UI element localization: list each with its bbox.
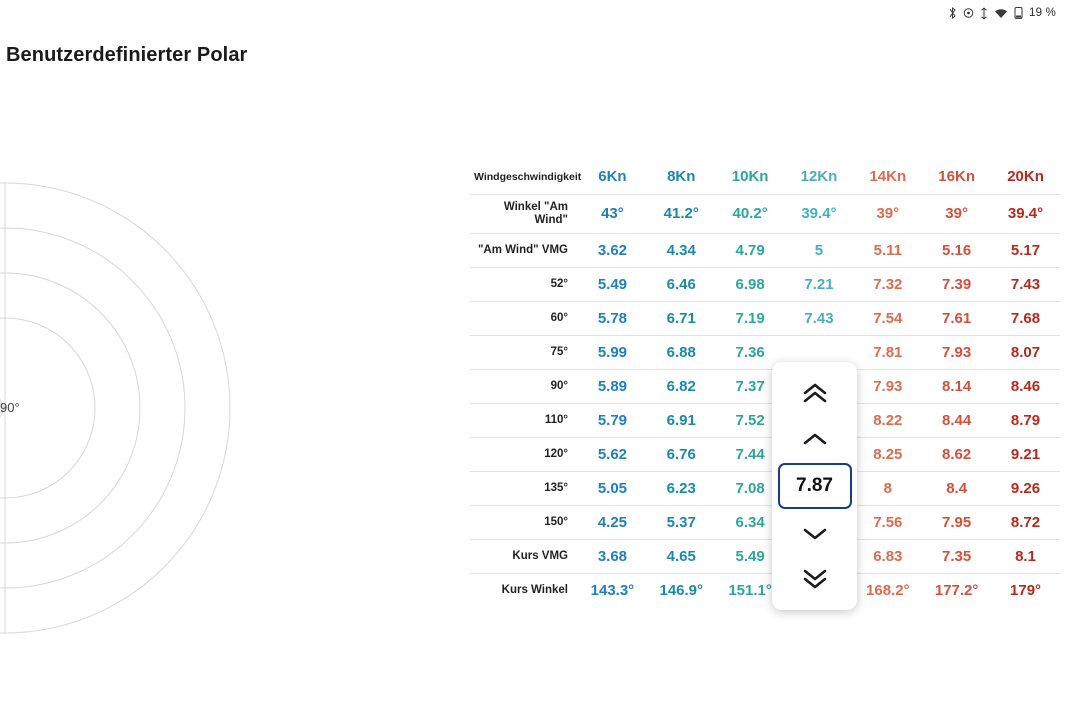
table-cell[interactable]: 7.68 xyxy=(991,301,1060,335)
chevron-up-icon[interactable] xyxy=(772,418,857,460)
table-cell[interactable]: 7.08 xyxy=(716,471,785,505)
table-cell[interactable]: 6.91 xyxy=(647,403,716,437)
polar-table-container xyxy=(470,160,1060,607)
table-cell[interactable]: 5.16 xyxy=(922,233,991,267)
table-row xyxy=(470,233,1060,267)
table-cell[interactable]: 40.2° xyxy=(716,194,785,233)
table-cell[interactable]: 7.44 xyxy=(716,437,785,471)
row-label: 150° xyxy=(470,505,578,539)
table-cell[interactable]: 43° xyxy=(578,194,647,233)
table-cell[interactable]: 5.17 xyxy=(991,233,1060,267)
table-cell[interactable]: 168.2° xyxy=(866,582,910,600)
chevron-down-icon[interactable] xyxy=(772,513,857,555)
table-cell[interactable]: 7.56 xyxy=(853,505,922,539)
table-cell[interactable]: 8.07 xyxy=(991,335,1060,369)
wifi-icon xyxy=(994,7,1008,20)
row-label: 135° xyxy=(470,471,578,505)
row-label: "Am Wind" VMG xyxy=(470,233,578,267)
table-cell[interactable]: 5.79 xyxy=(578,403,647,437)
table-cell[interactable]: 39° xyxy=(853,194,922,233)
column-header-10kn: 10Kn xyxy=(716,160,785,194)
table-corner-label: Windgeschwindigkeit xyxy=(470,160,578,194)
table-cell[interactable]: 7.52 xyxy=(716,403,785,437)
table-row xyxy=(470,437,1060,471)
column-header-6kn: 6Kn xyxy=(578,160,647,194)
table-row xyxy=(470,369,1060,403)
polar-angle-label-90: 90° xyxy=(0,400,20,415)
table-cell[interactable]: 8.25 xyxy=(853,437,922,471)
table-cell[interactable]: 5.62 xyxy=(578,437,647,471)
table-cell[interactable]: 6.71 xyxy=(647,301,716,335)
table-cell[interactable]: 5.49 xyxy=(716,539,785,573)
table-cell[interactable]: 8.1 xyxy=(991,539,1060,573)
table-row xyxy=(470,471,1060,505)
table-cell[interactable]: 3.62 xyxy=(578,233,647,267)
table-row xyxy=(470,505,1060,539)
stepper-value-field[interactable]: 7.87 xyxy=(778,463,852,509)
table-header-row xyxy=(470,160,1060,194)
column-header-8kn: 8Kn xyxy=(647,160,716,194)
table-cell[interactable]: 6.76 xyxy=(647,437,716,471)
location-icon xyxy=(963,7,974,20)
column-header-16kn: 16Kn xyxy=(922,160,991,194)
row-label: 52° xyxy=(470,267,578,301)
row-label: 90° xyxy=(470,369,578,403)
table-cell[interactable]: 8.14 xyxy=(922,369,991,403)
row-label: 120° xyxy=(470,437,578,471)
status-bar xyxy=(0,0,1068,26)
table-cell[interactable]: 6.46 xyxy=(647,267,716,301)
table-cell[interactable]: 7.36 xyxy=(716,335,785,369)
table-cell[interactable]: 7.21 xyxy=(785,267,854,301)
table-cell[interactable]: 5.11 xyxy=(853,233,922,267)
page-title: Benutzerdefinierter Polar xyxy=(6,44,248,66)
table-cell[interactable]: 9.26 xyxy=(991,471,1060,505)
row-label: Winkel "Am Wind" xyxy=(470,194,578,233)
table-row xyxy=(470,539,1060,573)
row-label: Kurs Winkel xyxy=(501,584,568,597)
column-header-14kn: 14Kn xyxy=(853,160,922,194)
column-header-12kn: 12Kn xyxy=(785,160,854,194)
table-cell[interactable]: 39° xyxy=(922,194,991,233)
row-label: Kurs VMG xyxy=(470,539,578,573)
table-cell[interactable]: 8.22 xyxy=(853,403,922,437)
table-cell[interactable]: 146.9° xyxy=(659,582,704,600)
table-cell[interactable]: 6.83 xyxy=(853,539,922,573)
polar-table xyxy=(470,160,1060,607)
chevron-double-up-icon[interactable] xyxy=(772,372,857,414)
table-cell[interactable]: 7.61 xyxy=(922,301,991,335)
table-cell[interactable]: 5.99 xyxy=(578,335,647,369)
table-cell[interactable]: 7.95 xyxy=(922,505,991,539)
table-cell[interactable]: 5.78 xyxy=(578,301,647,335)
table-cell[interactable]: 7.35 xyxy=(922,539,991,573)
table-cell[interactable]: 7.19 xyxy=(716,301,785,335)
table-cell[interactable]: 179° xyxy=(1010,582,1042,600)
table-row xyxy=(470,335,1060,369)
row-label: 75° xyxy=(470,335,578,369)
table-cell[interactable]: 5.49 xyxy=(578,267,647,301)
table-cell[interactable]: 4.65 xyxy=(647,539,716,573)
battery-icon xyxy=(1014,6,1023,20)
table-row xyxy=(470,403,1060,437)
table-cell[interactable]: 6.34 xyxy=(716,505,785,539)
polar-diagram xyxy=(0,140,270,700)
table-cell[interactable]: 4.25 xyxy=(578,505,647,539)
table-cell[interactable]: 39.4° xyxy=(785,194,854,233)
table-cell[interactable]: 8.4 xyxy=(922,471,991,505)
table-cell[interactable]: 7.93 xyxy=(922,335,991,369)
table-cell[interactable]: 6.88 xyxy=(647,335,716,369)
polar-grid xyxy=(0,183,230,633)
table-row xyxy=(470,301,1060,335)
table-cell[interactable]: 6.23 xyxy=(647,471,716,505)
bluetooth-icon xyxy=(948,6,957,20)
table-cell[interactable]: 7.37 xyxy=(716,369,785,403)
table-cell[interactable]: 7.32 xyxy=(853,267,922,301)
chevron-double-down-icon[interactable] xyxy=(772,558,857,600)
table-row xyxy=(470,194,1060,233)
table-cell[interactable]: 8.46 xyxy=(991,369,1060,403)
table-cell[interactable]: 7.43 xyxy=(991,267,1060,301)
table-cell[interactable]: 3.68 xyxy=(578,539,647,573)
table-cell[interactable]: 5.37 xyxy=(647,505,716,539)
table-cell[interactable]: 8.62 xyxy=(922,437,991,471)
table-cell[interactable]: 5 xyxy=(785,233,854,267)
table-cell[interactable]: 5.89 xyxy=(578,369,647,403)
table-cell[interactable]: 4.79 xyxy=(716,233,785,267)
table-cell[interactable]: 151.1° xyxy=(728,582,772,600)
table-cell[interactable]: 9.21 xyxy=(991,437,1060,471)
value-stepper-popup[interactable] xyxy=(772,362,857,610)
table-cell[interactable]: 7.93 xyxy=(853,369,922,403)
column-header-20kn: 20Kn xyxy=(991,160,1060,194)
row-label: 110° xyxy=(470,403,578,437)
table-cell[interactable]: 8.79 xyxy=(991,403,1060,437)
table-cell[interactable]: 7.39 xyxy=(922,267,991,301)
table-row xyxy=(470,267,1060,301)
table-cell[interactable]: 41.2° xyxy=(647,194,716,233)
table-cell[interactable]: 8.72 xyxy=(991,505,1060,539)
table-row xyxy=(470,573,1060,607)
table-cell[interactable]: 8 xyxy=(853,471,922,505)
table-cell[interactable]: 7.81 xyxy=(853,335,922,369)
table-cell[interactable]: 5.05 xyxy=(578,471,647,505)
sync-icon xyxy=(980,7,988,20)
table-cell[interactable]: 7.43 xyxy=(785,301,854,335)
table-cell[interactable]: 143.3° xyxy=(590,582,635,600)
table-cell[interactable]: 177.2° xyxy=(934,582,979,600)
row-label: 60° xyxy=(470,301,578,335)
table-cell[interactable]: 39.4° xyxy=(991,194,1060,233)
battery-percent-label: 19 % xyxy=(1028,7,1056,19)
table-cell[interactable]: 6.82 xyxy=(647,369,716,403)
table-cell[interactable]: 6.98 xyxy=(716,267,785,301)
table-cell[interactable]: 8.44 xyxy=(922,403,991,437)
table-cell[interactable]: 7.54 xyxy=(853,301,922,335)
table-cell[interactable]: 4.34 xyxy=(647,233,716,267)
